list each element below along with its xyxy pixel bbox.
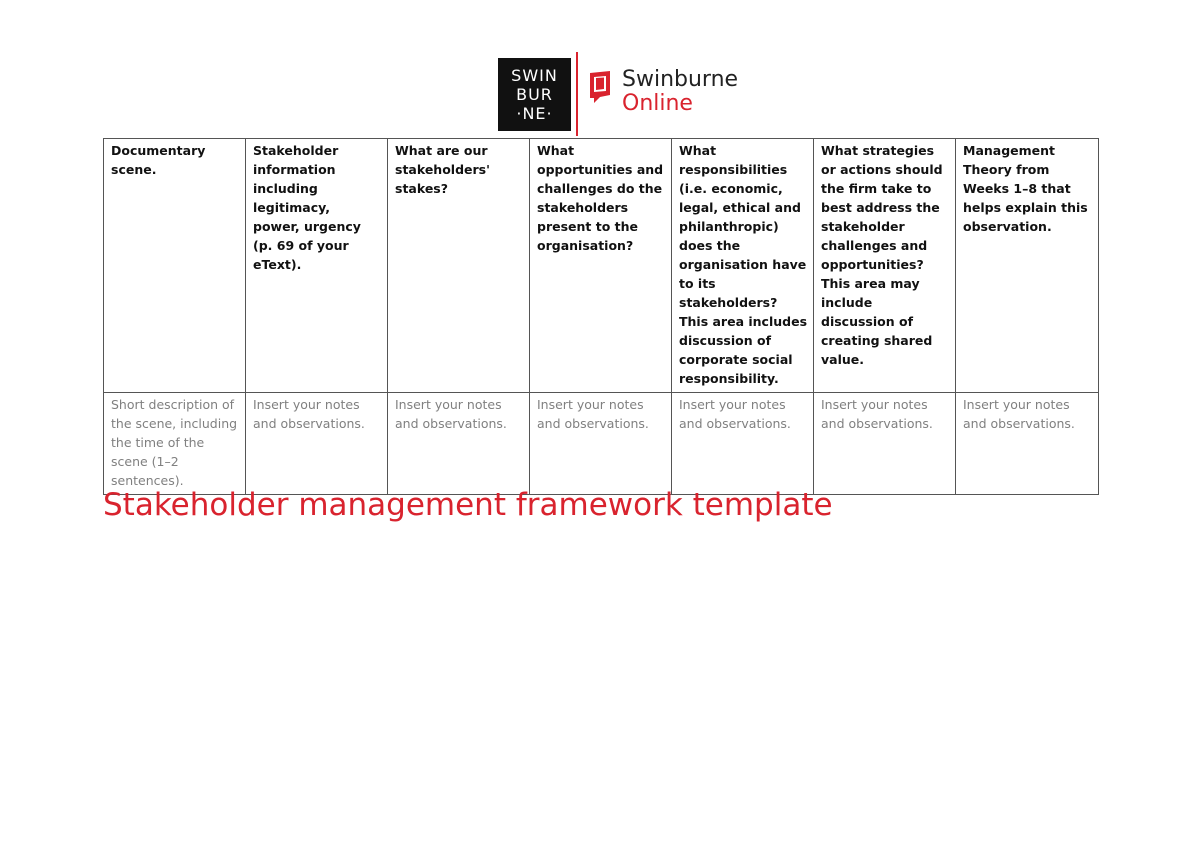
document-title: Stakeholder management framework template xyxy=(103,487,833,523)
stakeholder-framework-table xyxy=(103,138,1099,495)
cell-notes-opportunities-challenges[interactable]: Insert your notes and observations. xyxy=(530,393,672,495)
logo-brand-text xyxy=(622,68,738,116)
header-cell-management-theory: Management Theory from Weeks 1–8 that helps explain this observation. xyxy=(956,139,1099,393)
table-header-row xyxy=(104,139,1099,393)
cell-notes-strategies[interactable]: Insert your notes and observations. xyxy=(814,393,956,495)
cell-notes-management-theory[interactable]: Insert your notes and observations. xyxy=(956,393,1099,495)
header-cell-responsibilities: What responsibilities (i.e. economic, legal, ethical and philanthropic) does the organisation have to its stakeholders? This area includes discussion of corporate social responsibility. xyxy=(672,139,814,393)
logo-divider xyxy=(576,52,578,136)
header-cell-stakeholder-information: Stakeholder information including legitimacy, power, urgency (p. 69 of your eText). xyxy=(246,139,388,393)
header-cell-documentary-scene: Documentary scene. xyxy=(104,139,246,393)
header-cell-strategies: What strategies or actions should the firm take to best address the stakeholder challenges and opportunities? This area may include discussion of creating shared value. xyxy=(814,139,956,393)
cell-scene-description[interactable]: Short description of the scene, including the time of the scene (1–2 sentences). xyxy=(104,393,246,495)
header-cell-stakes: What are our stakeholders' stakes? xyxy=(388,139,530,393)
logo-brand-line-1: Swinburne xyxy=(622,67,739,92)
cell-notes-responsibilities[interactable]: Insert your notes and observations. xyxy=(672,393,814,495)
swinburne-logo-box xyxy=(498,58,571,131)
cell-notes-stakeholder-information[interactable]: Insert your notes and observations. xyxy=(246,393,388,495)
table-row xyxy=(104,393,1099,495)
logo-box-line-1: SWIN xyxy=(511,66,558,85)
cell-notes-stakes[interactable]: Insert your notes and observations. xyxy=(388,393,530,495)
logo-box-line-3: ·NE· xyxy=(516,104,553,123)
logo-box-line-2: BUR xyxy=(516,85,553,104)
logo-brand-line-2: Online xyxy=(622,91,693,116)
header-cell-opportunities-challenges: What opportunities and challenges do the stakeholders present to the organisation? xyxy=(530,139,672,393)
speech-bubble-icon xyxy=(586,69,616,105)
swinburne-online-logo xyxy=(498,52,758,136)
